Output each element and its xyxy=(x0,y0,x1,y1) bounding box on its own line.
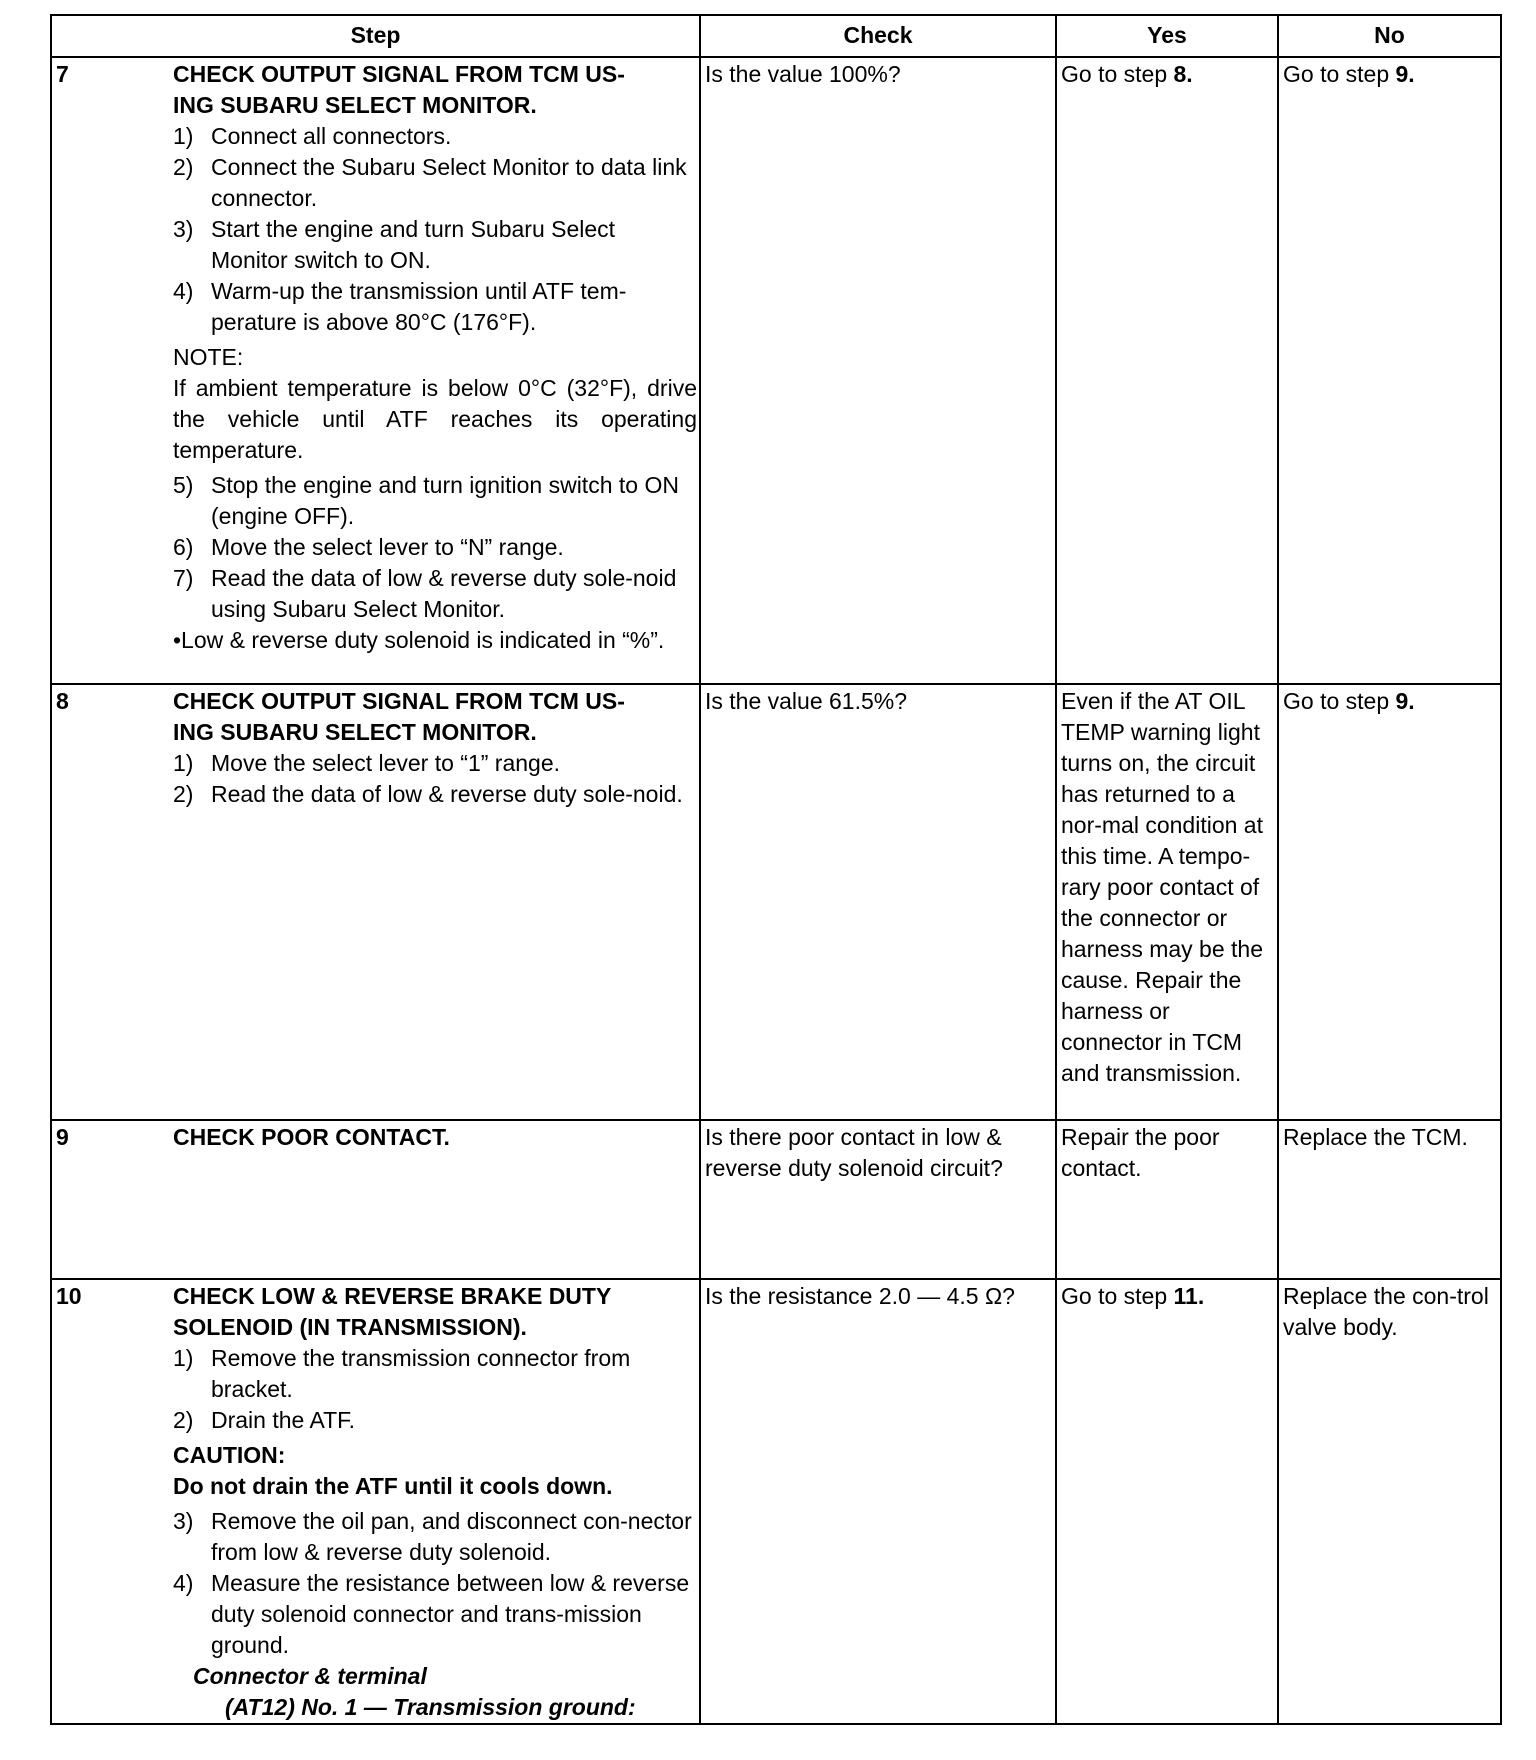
step-description xyxy=(173,57,700,684)
header-check: Check xyxy=(700,15,1056,57)
step-title: CHECK OUTPUT SIGNAL FROM TCM US- ING SUBARU SELECT MONITOR. xyxy=(173,61,625,118)
step-number: 10 xyxy=(51,1279,173,1724)
table-row-step-10 xyxy=(51,1279,1501,1724)
table-row-step-9 xyxy=(51,1120,1501,1279)
list-item: 3) Remove the oil pan, and disconnect con-nector from low & reverse duty solenoid. xyxy=(173,1508,692,1565)
list-item: 3) Start the engine and turn Subaru Select Monitor switch to ON. xyxy=(173,216,616,273)
check-question: Is the value 100%? xyxy=(700,57,1056,684)
diagnostic-table xyxy=(50,14,1502,1725)
no-action: Replace the TCM. xyxy=(1278,1120,1501,1279)
list-item: 6) Move the select lever to “N” range. xyxy=(173,534,564,560)
check-question: Is the value 61.5%? xyxy=(700,684,1056,1120)
yes-action: Even if the AT OIL TEMP warning light turns on, the circuit has returned to a nor-mal condition at this time. A tempo-rary poor contact of the connector or harness may be the cause. Repair the harness or connector in TCM and transmission. xyxy=(1056,684,1278,1120)
procedure-list xyxy=(173,121,697,338)
connector-label: Connector & terminal xyxy=(193,1663,427,1689)
list-item: 4) Warm-up the transmission until ATF tem-perature is above 80°C (176°F). xyxy=(173,278,627,335)
step-title: CHECK OUTPUT SIGNAL FROM TCM US- ING SUBARU SELECT MONITOR. xyxy=(173,688,625,745)
step-title: CHECK POOR CONTACT. xyxy=(173,1124,450,1150)
bullet-note: •Low & reverse duty solenoid is indicated in “%”. xyxy=(173,627,665,653)
list-item: 2) Drain the ATF. xyxy=(173,1407,356,1433)
note-block xyxy=(173,342,697,466)
caution-text: Do not drain the ATF until it cools down. xyxy=(173,1473,613,1499)
procedure-list xyxy=(173,1506,697,1661)
step-description xyxy=(173,1279,700,1724)
header-no: No xyxy=(1278,15,1501,57)
table-row-step-7 xyxy=(51,57,1501,684)
note-text: If ambient temperature is below 0°C (32°F), drive the vehicle until ATF reaches its operating temperature. xyxy=(173,375,697,463)
list-item: 7) Read the data of low & reverse duty sole-noid using Subaru Select Monitor. xyxy=(173,565,677,622)
no-action: Go to step 9. xyxy=(1278,684,1501,1120)
yes-action: Go to step 8. xyxy=(1056,57,1278,684)
caution-block xyxy=(173,1440,697,1502)
diagnostic-procedure xyxy=(50,14,1502,1725)
yes-action: Repair the poor contact. xyxy=(1056,1120,1278,1279)
step-title: CHECK LOW & REVERSE BRAKE DUTY SOLENOID (IN TRANSMISSION). xyxy=(173,1283,612,1340)
step-number: 8 xyxy=(51,684,173,1120)
no-action: Go to step 9. xyxy=(1278,57,1501,684)
note-label: NOTE: xyxy=(173,344,244,370)
list-item: 1) Remove the transmission connector from bracket. xyxy=(173,1345,631,1402)
check-question: Is there poor contact in low & reverse duty solenoid circuit? xyxy=(700,1120,1056,1279)
check-question: Is the resistance 2.0 — 4.5 Ω? xyxy=(700,1279,1056,1724)
list-item: 2) Read the data of low & reverse duty sole-noid. xyxy=(173,781,683,807)
list-item: 4) Measure the resistance between low & reverse duty solenoid connector and trans-mission ground. xyxy=(173,1570,690,1658)
procedure-list xyxy=(173,748,697,810)
table-header-row xyxy=(51,15,1501,57)
header-yes: Yes xyxy=(1056,15,1278,57)
list-item: 5) Stop the engine and turn ignition switch to ON (engine OFF). xyxy=(173,472,679,529)
caution-label: CAUTION: xyxy=(173,1442,286,1468)
no-action: Replace the con-trol valve body. xyxy=(1278,1279,1501,1724)
step-number: 7 xyxy=(51,57,173,684)
table-row-step-8 xyxy=(51,684,1501,1120)
header-step: Step xyxy=(51,15,700,57)
list-item: 1) Move the select lever to “1” range. xyxy=(173,750,560,776)
procedure-list xyxy=(173,1343,697,1436)
procedure-list xyxy=(173,470,697,625)
step-description xyxy=(173,684,700,1120)
step-description xyxy=(173,1120,700,1279)
connector-value: (AT12) No. 1 — Transmission ground: xyxy=(225,1694,636,1720)
yes-action: Go to step 11. xyxy=(1056,1279,1278,1724)
step-number: 9 xyxy=(51,1120,173,1279)
list-item: 1) Connect all connectors. xyxy=(173,123,452,149)
list-item: 2) Connect the Subaru Select Monitor to data link connector. xyxy=(173,154,687,211)
